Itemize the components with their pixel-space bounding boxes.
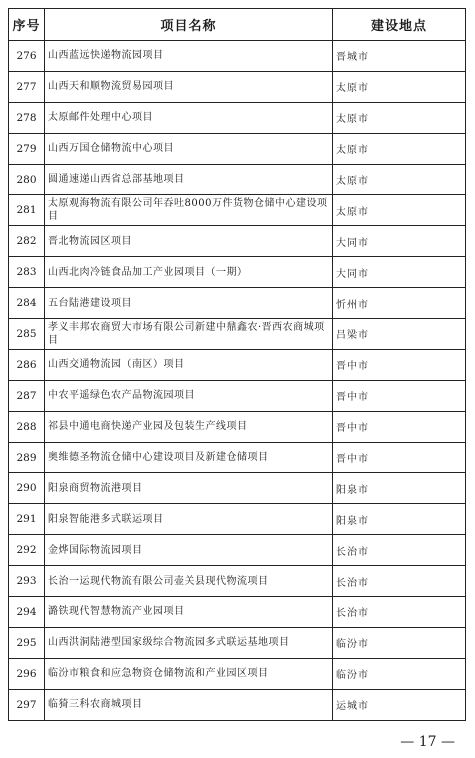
row-project-name: 中农平遥绿色农产品物流园项目 xyxy=(45,380,333,411)
row-project-name: 山西万国仓储物流中心项目 xyxy=(45,133,333,164)
row-serial: 294 xyxy=(9,597,45,628)
table-row xyxy=(9,442,466,473)
row-location: 太原市 xyxy=(333,102,466,133)
table-row xyxy=(9,689,466,720)
row-location: 运城市 xyxy=(333,689,466,720)
row-serial: 289 xyxy=(9,442,45,473)
row-project-name: 山西交通物流园（南区）项目 xyxy=(45,349,333,380)
row-serial: 281 xyxy=(9,195,45,226)
table-row xyxy=(9,102,466,133)
table-row xyxy=(9,195,466,226)
table-row xyxy=(9,288,466,319)
row-project-name: 太原邮件处理中心项目 xyxy=(45,102,333,133)
table-row xyxy=(9,566,466,597)
row-project-name: 晋北物流园区项目 xyxy=(45,226,333,257)
table-row xyxy=(9,226,466,257)
table-row xyxy=(9,380,466,411)
project-list-sheet xyxy=(8,8,465,721)
row-project-name: 临猗三科农商城项目 xyxy=(45,689,333,720)
row-location: 大同市 xyxy=(333,257,466,288)
row-location: 忻州市 xyxy=(333,288,466,319)
table-row xyxy=(9,658,466,689)
row-serial: 288 xyxy=(9,411,45,442)
table-row xyxy=(9,411,466,442)
row-project-name: 圆通速递山西省总部基地项目 xyxy=(45,164,333,195)
table-row xyxy=(9,473,466,504)
row-serial: 296 xyxy=(9,658,45,689)
row-location: 晋中市 xyxy=(333,349,466,380)
row-project-name: 奥维德圣物流仓储中心建设项目及新建仓储项目 xyxy=(45,442,333,473)
row-serial: 283 xyxy=(9,257,45,288)
row-serial: 276 xyxy=(9,41,45,72)
row-project-name: 孝义丰邦农商贸大市场有限公司新建中鼎鑫农·晋西农商城项目 xyxy=(45,319,333,350)
page-number: — 17 — xyxy=(400,734,455,750)
row-location: 阳泉市 xyxy=(333,473,466,504)
row-serial: 292 xyxy=(9,535,45,566)
row-location: 晋城市 xyxy=(333,41,466,72)
row-project-name: 潞铁现代智慧物流产业园项目 xyxy=(45,597,333,628)
row-serial: 290 xyxy=(9,473,45,504)
row-serial: 297 xyxy=(9,689,45,720)
row-project-name: 五台陆港建设项目 xyxy=(45,288,333,319)
table-row xyxy=(9,71,466,102)
row-project-name: 阳泉商贸物流港项目 xyxy=(45,473,333,504)
row-location: 大同市 xyxy=(333,226,466,257)
row-location: 太原市 xyxy=(333,133,466,164)
row-location: 长治市 xyxy=(333,535,466,566)
row-serial: 279 xyxy=(9,133,45,164)
header-project-name: 项目名称 xyxy=(45,9,333,41)
row-project-name: 阳泉智能港多式联运项目 xyxy=(45,504,333,535)
row-project-name: 祁县中通电商快递产业园及包装生产线项目 xyxy=(45,411,333,442)
row-serial: 293 xyxy=(9,566,45,597)
row-serial: 277 xyxy=(9,71,45,102)
table-row xyxy=(9,164,466,195)
header-serial: 序号 xyxy=(9,9,45,41)
table-row xyxy=(9,41,466,72)
row-location: 临汾市 xyxy=(333,658,466,689)
row-project-name: 山西天和顺物流贸易园项目 xyxy=(45,71,333,102)
row-serial: 282 xyxy=(9,226,45,257)
row-serial: 280 xyxy=(9,164,45,195)
table-row xyxy=(9,597,466,628)
row-project-name: 山西蓝远快递物流园项目 xyxy=(45,41,333,72)
row-project-name: 临汾市粮食和应急物资仓储物流和产业园区项目 xyxy=(45,658,333,689)
row-serial: 291 xyxy=(9,504,45,535)
row-location: 临汾市 xyxy=(333,627,466,658)
table-row xyxy=(9,319,466,350)
table-row xyxy=(9,504,466,535)
table-header-row xyxy=(9,9,466,41)
row-project-name: 山西北肉冷链食品加工产业园项目（一期） xyxy=(45,257,333,288)
table-row xyxy=(9,133,466,164)
row-location: 太原市 xyxy=(333,195,466,226)
row-location: 晋中市 xyxy=(333,380,466,411)
table-row xyxy=(9,535,466,566)
row-serial: 295 xyxy=(9,627,45,658)
row-location: 长治市 xyxy=(333,597,466,628)
row-serial: 284 xyxy=(9,288,45,319)
row-project-name: 长治一运现代物流有限公司壶关县现代物流项目 xyxy=(45,566,333,597)
table-row xyxy=(9,349,466,380)
row-location: 太原市 xyxy=(333,164,466,195)
row-location: 晋中市 xyxy=(333,442,466,473)
table-body xyxy=(9,41,466,721)
row-location: 吕梁市 xyxy=(333,319,466,350)
header-location: 建设地点 xyxy=(333,9,466,41)
row-serial: 286 xyxy=(9,349,45,380)
row-serial: 278 xyxy=(9,102,45,133)
row-project-name: 金烨国际物流园项目 xyxy=(45,535,333,566)
row-location: 阳泉市 xyxy=(333,504,466,535)
project-table xyxy=(8,8,466,721)
row-location: 长治市 xyxy=(333,566,466,597)
table-row xyxy=(9,257,466,288)
row-location: 太原市 xyxy=(333,71,466,102)
table-row xyxy=(9,627,466,658)
row-project-name: 太原观海物流有限公司年吞吐8000万件货物仓储中心建设项目 xyxy=(45,195,333,226)
row-project-name: 山西洪洞陆港型国家级综合物流园多式联运基地项目 xyxy=(45,627,333,658)
row-serial: 285 xyxy=(9,319,45,350)
row-location: 晋中市 xyxy=(333,411,466,442)
row-serial: 287 xyxy=(9,380,45,411)
